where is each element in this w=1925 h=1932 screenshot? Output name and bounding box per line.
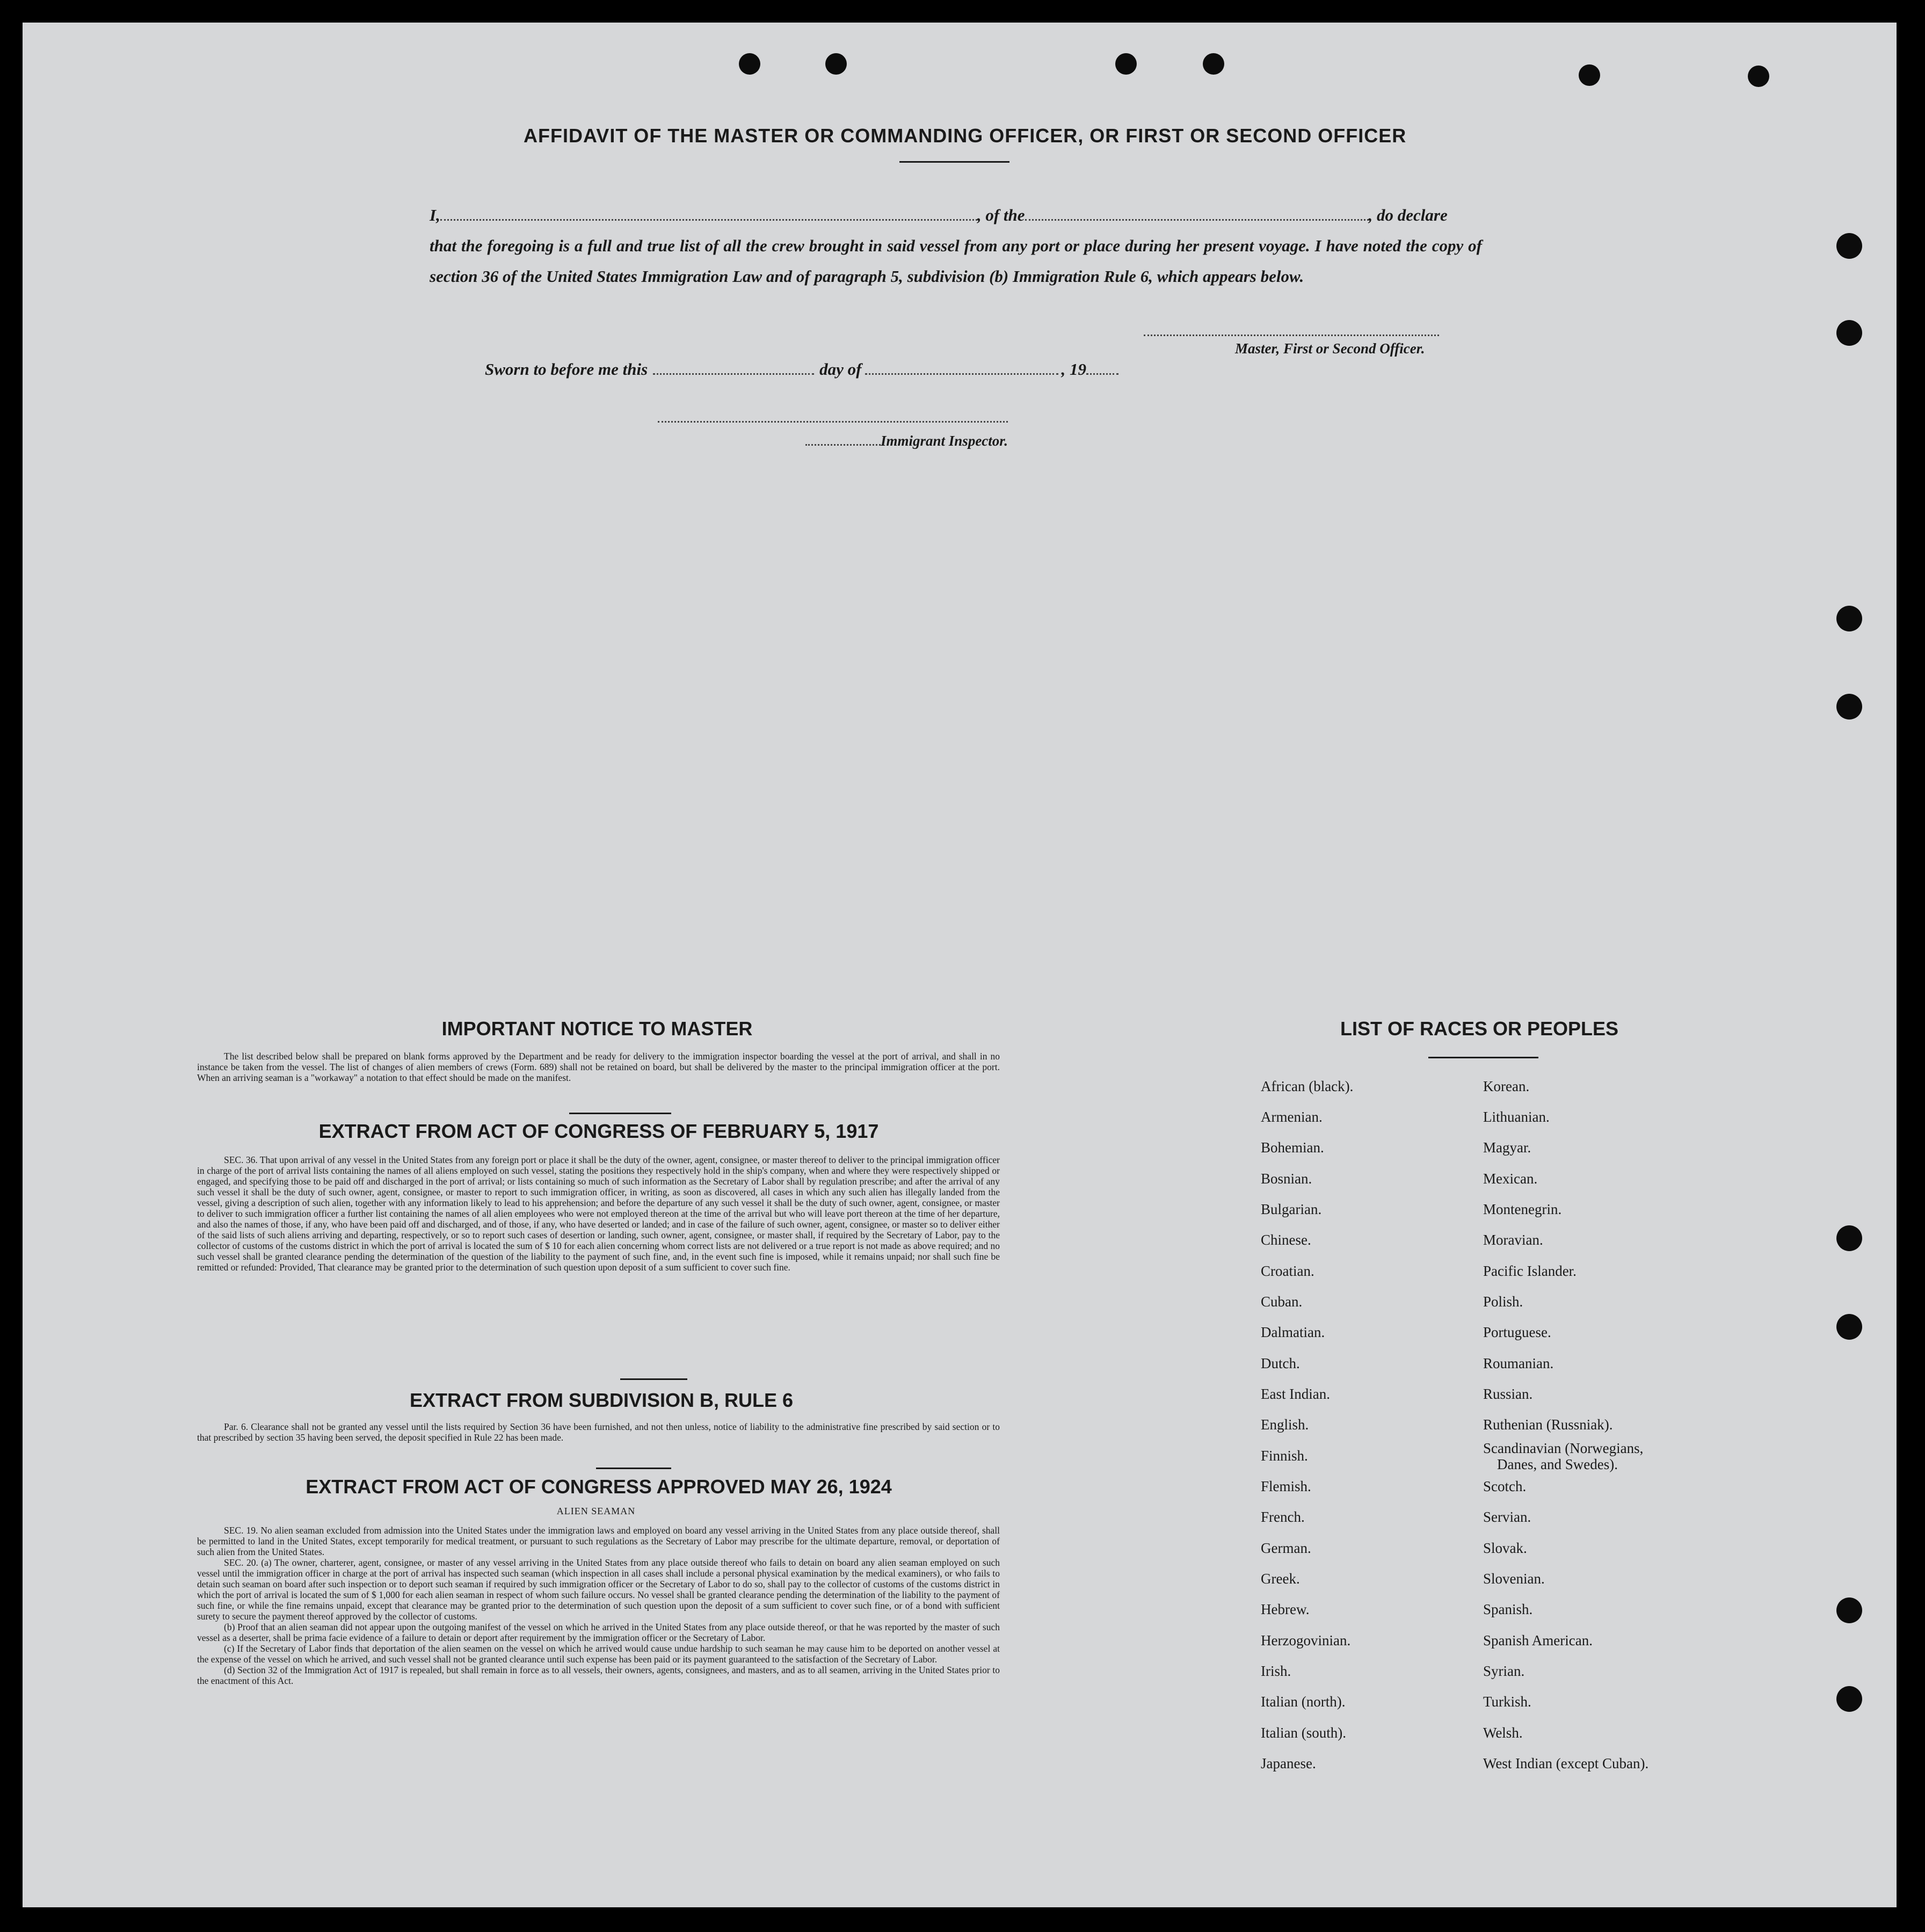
name-blank[interactable]	[440, 219, 977, 221]
race-right: Turkish.	[1483, 1694, 1531, 1710]
race-left: Bosnian.	[1261, 1171, 1312, 1187]
sworn-year-prefix: , 19	[1061, 360, 1086, 379]
race-right: Slovenian.	[1483, 1571, 1545, 1587]
race-left: Flemish.	[1261, 1478, 1311, 1494]
race-right: Spanish American.	[1483, 1632, 1593, 1648]
race-left: Irish.	[1261, 1663, 1291, 1679]
race-left: Croatian.	[1261, 1263, 1314, 1279]
race-right: Welsh.	[1483, 1725, 1523, 1741]
race-left: French.	[1261, 1509, 1305, 1525]
master-signature-label: Master, First or Second Officer.	[1235, 340, 1425, 357]
race-left: English.	[1261, 1417, 1309, 1433]
race-right: Roumanian.	[1483, 1355, 1554, 1371]
race-right: Spanish.	[1483, 1601, 1533, 1617]
race-left: Greek.	[1261, 1571, 1300, 1587]
race-right: Syrian.	[1483, 1663, 1525, 1679]
race-right: Portuguese.	[1483, 1324, 1551, 1340]
punch-hole	[1836, 606, 1862, 631]
inspector-signature-line[interactable]	[658, 420, 1008, 423]
race-right: Polish.	[1483, 1294, 1523, 1310]
punch-hole	[1836, 320, 1862, 346]
extract-1924-paragraph: SEC. 19. No alien seaman excluded from admission into the United States under the immigration laws and employed on board any vessel arriving in the United States from any place outside thereof, shall be permitted to land in the United States, except temporarily for medical treatment, or pursuant to such regulations as the Secretary of Labor may prescribe for the ultimate departure, removal, or deportation of such alien from the United States.	[197, 1525, 1000, 1557]
race-right: Scotch.	[1483, 1478, 1527, 1494]
affidavit-first-line	[430, 200, 1482, 230]
inspector-label-text: Immigrant Inspector.	[881, 433, 1008, 449]
race-right: Slovak.	[1483, 1540, 1527, 1556]
sworn-day-blank[interactable]	[653, 373, 814, 375]
inspector-blank[interactable]	[805, 444, 881, 446]
race-right: Magyar.	[1483, 1139, 1531, 1156]
race-left: Hebrew.	[1261, 1601, 1310, 1617]
sworn-month-blank[interactable]	[865, 373, 1058, 375]
race-left: Japanese.	[1261, 1755, 1316, 1771]
affidavit-body	[430, 200, 1482, 292]
race-right: Montenegrin.	[1483, 1201, 1562, 1217]
inspector-label	[805, 433, 1008, 449]
notice-title: IMPORTANT NOTICE TO MASTER	[441, 1018, 753, 1040]
extract-1924-text	[197, 1525, 1000, 1686]
notice-paragraph: The list described below shall be prepared on blank forms approved by the Department and be ready for delivery to the immigration inspector boarding the vessel at the port of arrival, and shall in no instance be taken from the vessel. The list of changes of alien members of crews (Form. 689) shall not be retained on board, but shall be delivered by the master to the principal immigration officer at the port. When an arriving seaman is a "workaway" a notation to that effect should be made on the manifest.	[197, 1051, 1000, 1083]
punch-hole	[1115, 53, 1137, 75]
punch-hole	[1836, 1686, 1862, 1712]
extract-1924-subtitle: ALIEN SEAMAN	[556, 1506, 636, 1516]
section-divider	[596, 1468, 671, 1469]
race-left: Dalmatian.	[1261, 1324, 1325, 1340]
race-left: African (black).	[1261, 1078, 1354, 1094]
section-divider	[569, 1113, 671, 1114]
section-divider	[620, 1378, 687, 1380]
race-left: German.	[1261, 1540, 1311, 1556]
race-left: Herzogovinian.	[1261, 1632, 1351, 1648]
punch-hole	[1579, 64, 1600, 86]
race-right: Scandinavian (Norwegians,	[1483, 1440, 1644, 1456]
punch-hole	[1836, 1597, 1862, 1623]
race-left: Chinese.	[1261, 1232, 1311, 1248]
race-right: Mexican.	[1483, 1171, 1538, 1187]
punch-hole	[1836, 694, 1862, 720]
race-right: Lithuanian.	[1483, 1109, 1550, 1125]
race-left: East Indian.	[1261, 1386, 1330, 1402]
extract-rule6-text	[197, 1421, 1000, 1443]
race-left: Bohemian.	[1261, 1139, 1324, 1156]
extract-1917-text	[197, 1154, 1000, 1273]
extract-1924-paragraph: (d) Section 32 of the Immigration Act of 1917 is repealed, but shall remain in force as to all vessels, their owners, agents, consignees, and masters, and as to all seamen, arriving in the United States prior to the enactment of this Act.	[197, 1665, 1000, 1686]
extract-1917-paragraph: SEC. 36. That upon arrival of any vessel in the United States from any foreign port or place it shall be the duty of the owner, agent, consignee, or master thereof to deliver to the principal immigration officer in charge of the port of arrival lists containing the names of all aliens employed on such vessel, stating the positions they respectively hold in the ship's company, when and where they were respectively shipped or engaged, and specifying those to be paid off and discharged in the port of arrival; or lists containing so much of such information as the Secretary of Labor shall by regulation prescribe; and after the arrival of any such vessel it shall be the duty of such owner, agent, consignee, or master to report to such immigration officer, in writing, as soon as discovered, all cases in which any such alien has illegally landed from the vessel, giving a description of such alien, together with any information likely to lead to his apprehension; and before the departure of any such vessel it shall be the duty of such owner, agent, consignee, or master to deliver to such immigration officer a further list containing the names of all alien employees who were not employed thereon at the time of the arrival but who will leave port thereon at the time of her departure, and also the names of those, if any, who have been paid off and discharged, and of those, if any, who have deserted or landed; and in case of the failure of such owner, agent, consignee, or master so to deliver either of the said lists of such aliens arriving and departing, respectively, or so to report such cases of desertion or landing, such owner, agent, consignee, or master shall, if required by the Secretary of Labor, pay to the collector of customs of the customs district in which the port of arrival is located the sum of $ 10 for each alien concerning whom correct lists are not delivered or a true report is not made as above required; and no such vessel shall be granted clearance pending the determination of the question of the liability to the payment of such fine, and, in the event such fine is imposed, while it remains unpaid; nor shall such fine be remitted or refunded: Provided, That clearance may be granted prior to the determination of such question upon deposit of a sum sufficient to cover such fine.	[197, 1154, 1000, 1273]
race-right-continuation: Danes, and Swedes).	[1497, 1456, 1618, 1472]
races-title: LIST OF RACES OR PEOPLES	[1340, 1018, 1619, 1040]
race-right: Pacific Islander.	[1483, 1263, 1577, 1279]
title-divider	[899, 161, 1009, 163]
race-left: Finnish.	[1261, 1448, 1308, 1464]
race-right: Russian.	[1483, 1386, 1533, 1402]
punch-hole	[825, 53, 847, 75]
extract-1917-title: EXTRACT FROM ACT OF CONGRESS OF FEBRUARY 5, 1917	[318, 1120, 879, 1142]
race-left: Bulgarian.	[1261, 1201, 1322, 1217]
race-right: Korean.	[1483, 1078, 1530, 1094]
sworn-line	[485, 360, 1118, 379]
race-right: Ruthenian (Russniak).	[1483, 1417, 1613, 1433]
sworn-year-blank[interactable]	[1086, 373, 1118, 375]
race-left: Cuban.	[1261, 1294, 1303, 1310]
sworn-prefix: Sworn to before me this	[485, 360, 648, 379]
punch-hole	[1836, 233, 1862, 259]
punch-hole	[1836, 1225, 1862, 1251]
race-right: Moravian.	[1483, 1232, 1543, 1248]
affidavit-title: AFFIDAVIT OF THE MASTER OR COMMANDING OFFICER, OR FIRST OR SECOND OFFICER	[524, 125, 1407, 147]
extract-1924-paragraph: SEC. 20. (a) The owner, charterer, agent, consignee, or master of any vessel arriving in the United States from any place outside thereof who fails to detain on board any alien seaman employed on such vessel until the immigration officer in charge at the port of arrival has inspected such seaman (which inspection in all cases shall include a personal physical examination by the medical examiners), or who fails to detain such seaman on board after such inspection or to deport such seaman if required by such immigration officer or the Secretary of Labor to do so, shall pay to the collector of customs of the customs district in which the port of arrival is located the sum of $ 1,000 for each alien seaman in respect of whom such failure occurs. No vessel shall be granted clearance pending the determination of the liability to the payment of such fine, or while the fine remains unpaid, except that clearance may be granted prior to the determination of such question upon the deposit of a sum sufficient to cover such fine, or of a bond with sufficient surety to secure the payment thereof approved by the collector of customs.	[197, 1557, 1000, 1622]
race-left: Italian (south).	[1261, 1725, 1346, 1741]
extract-1924-paragraph: (c) If the Secretary of Labor finds that deportation of the alien seamen on the vessel on which he arrived would cause undue hardship to such seaman he may cause him to be deported on another vessel at the expense of the vessel on which he arrived, and such vessel shall not be granted clearance until such expense has been paid or its payment guaranteed to the satisfaction of the Secretary of Labor.	[197, 1643, 1000, 1665]
race-right: Servian.	[1483, 1509, 1531, 1525]
race-left: Dutch.	[1261, 1355, 1300, 1371]
vessel-blank[interactable]	[1025, 219, 1369, 221]
extract-1924-paragraph: (b) Proof that an alien seaman did not appear upon the outgoing manifest of the vessel on which he arrived in the United States from any place outside thereof, or that he was reported by the master of such vessel as a deserter, shall be prima facie evidence of a failure to detain or deport after requirement by the immigration officer or the Secretary of Labor.	[197, 1622, 1000, 1643]
extract-rule6-paragraph: Par. 6. Clearance shall not be granted any vessel until the lists required by Section 36 have been furnished, and not then unless, notice of liability to the administrative fine prescribed by said section or to that prescribed by section 35 having been served, the deposit specified in Rule 22 has been made.	[197, 1421, 1000, 1443]
punch-hole	[739, 53, 760, 75]
punch-hole	[1748, 66, 1769, 87]
sworn-day-of: day of	[819, 360, 862, 379]
affidavit-i: I,	[430, 206, 440, 224]
punch-hole	[1836, 1314, 1862, 1340]
affidavit-text: that the foregoing is a full and true list of all the crew brought in said vessel from any port or place during her present voyage. I have noted the copy of section 36 of the United States Immigration Law and of paragraph 5, subdivision (b) Immigration Rule 6, which appears below.	[430, 236, 1482, 286]
race-right: West Indian (except Cuban).	[1483, 1755, 1649, 1771]
extract-1924-title: EXTRACT FROM ACT OF CONGRESS APPROVED MAY 26, 1924	[306, 1476, 892, 1498]
race-left: Italian (north).	[1261, 1694, 1346, 1710]
extract-rule6-title: EXTRACT FROM SUBDIVISION B, RULE 6	[409, 1389, 794, 1411]
master-signature-line[interactable]	[1144, 334, 1439, 336]
race-left: Armenian.	[1261, 1109, 1323, 1125]
punch-hole	[1203, 53, 1224, 75]
notice-text	[197, 1051, 1000, 1083]
affidavit-of-the: , of the	[977, 206, 1025, 224]
races-divider	[1428, 1057, 1538, 1058]
affidavit-do-declare: , do declare	[1368, 206, 1448, 224]
